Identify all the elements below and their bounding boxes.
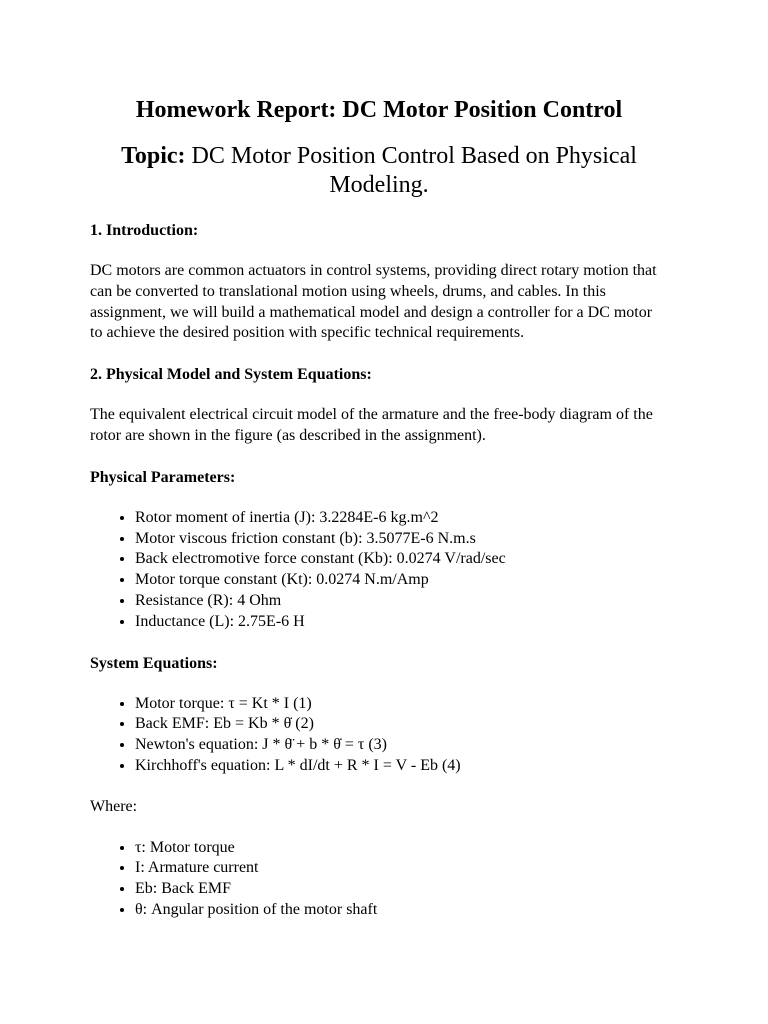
list-item: • Back electromotive force constant (Kb): 0.0274 V/rad/sec (135, 549, 668, 570)
list-item: • Rotor moment of inertia (J): 3.2284E-6 kg.m^2 (135, 508, 668, 529)
parameters-heading: Physical Parameters: (90, 468, 236, 486)
list-item: • Resistance (R): 4 Ohm (135, 591, 668, 612)
list-item: • Newton's equation: J * θ̈ + b * θ̇ = τ (3) (135, 735, 668, 756)
topic-line (90, 142, 668, 200)
list-item: • Motor torque constant (Kt): 0.0274 N.m/Amp (135, 570, 668, 591)
topic-label: Topic: (121, 143, 186, 169)
list-item: • θ: Angular position of the motor shaft (135, 900, 668, 921)
document-title: Homework Report: DC Motor Position Control (135, 97, 623, 123)
list-item: • Motor torque: τ = Kt * I (1) (135, 694, 668, 715)
topic-text: DC Motor Position Control Based on Physical Modeling. (185, 143, 637, 198)
list-item: • I: Armature current (135, 858, 668, 879)
list-item: • τ: Motor torque (135, 838, 668, 859)
equations-heading: System Equations: (90, 654, 218, 672)
introduction-heading: 1. Introduction: (90, 222, 199, 239)
introduction-paragraph: DC motors are common actuators in control systems, providing direct rotary motion that can be converted to translational motion using wheels, drums, and cables. In this assignment, we will build a mathematical model and design a controller for a DC motor to achieve the desired position with specific technical requirements. (90, 262, 657, 342)
parameters-list (90, 508, 668, 633)
list-item: • Kirchhoff's equation: L * dI/dt + R * I = V - Eb (4) (135, 756, 668, 777)
list-item: • Inductance (L): 2.75E-6 H (135, 612, 668, 633)
definitions-list (90, 838, 668, 921)
physical-model-paragraph: The equivalent electrical circuit model of the armature and the free-body diagram of the rotor are shown in the figure (as described in the assignment). (90, 406, 653, 444)
physical-model-heading: 2. Physical Model and System Equations: (90, 366, 372, 384)
list-item: • Motor viscous friction constant (b): 3.5077E-6 N.m.s (135, 529, 668, 550)
list-item: • Eb: Back EMF (135, 879, 668, 900)
list-item: • Back EMF: Eb = Kb * θ̇ (2) (135, 714, 668, 735)
where-label: Where: (90, 797, 138, 815)
equations-list (90, 694, 668, 777)
